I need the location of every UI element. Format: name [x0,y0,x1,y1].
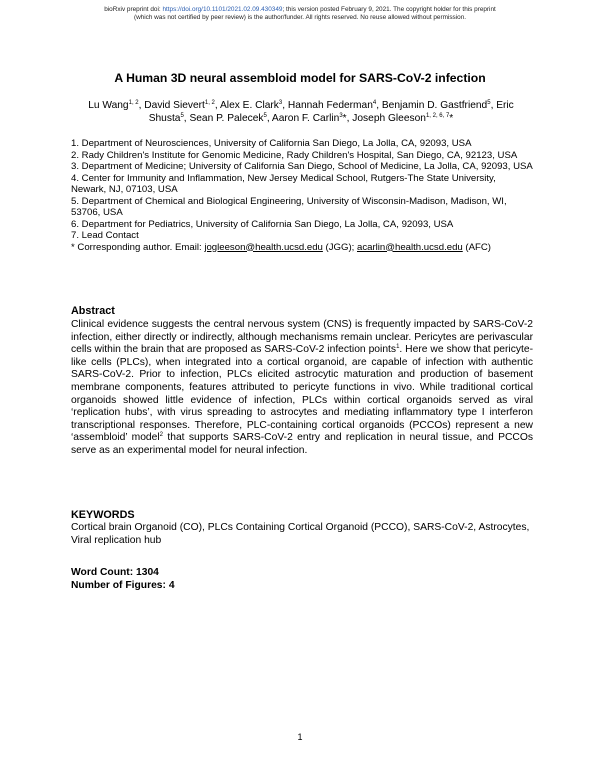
doi-link[interactable]: https://doi.org/10.1101/2021.02.09.430349 [162,6,283,13]
affiliation-item: 7. Lead Contact [71,230,139,241]
paper-title: A Human 3D neural assembloid model for SARS-CoV-2 infection [114,71,486,85]
word-count: Word Count: 1304 [71,567,159,578]
keywords-body: Cortical brain Organoid (CO), PLCs Containing Cortical Organoid (PCCO), SARS-CoV-2, Astrocytes, Viral replication hub [71,522,530,546]
manuscript-stats [71,566,175,592]
email-link-carlin[interactable]: acarlin@health.ucsd.edu [357,241,463,253]
figure-count: Number of Figures: 4 [71,580,175,591]
preprint-header [0,6,600,21]
author: Sean P. Palecek$^5$, [189,113,272,124]
affiliation-item: 3. Department of Medicine; University of California San Diego, School of Medicine, La Jolla, CA, 92093, USA [71,161,533,172]
author: Joseph Gleeson$^{1, 2, 6, 7}$* [352,113,454,124]
author: Hannah Federman$^4$, [287,100,382,111]
header-line-1: bioRxiv preprint doi: https://doi.org/10.1101/2021.02.09.430349; this version posted February 9, 2021. The copyright holder for this preprint [104,6,496,13]
author: David Sievert$^{1, 2}$, [144,100,221,111]
abstract-heading: Abstract [71,305,115,317]
author: Lu Wang$^{1, 2}$, [88,100,145,111]
affiliations [71,138,533,253]
header-line-2: (which was not certified by peer review) is the author/funder. All rights reserved. No reuse allowed without permission. [133,13,467,21]
keywords-heading: KEYWORDS [71,509,135,521]
affiliation-item: 5. Department of Chemical and Biological Engineering, University of Wisconsin-Madison, Madison, WI, 53706, USA [71,195,507,218]
email-link-gleeson[interactable]: jogleeson@health.ucsd.edu [204,241,323,253]
affiliation-item: 6. Department for Pediatrics, University of California San Diego, La Jolla, CA, 92093, USA [71,218,454,230]
author: Aaron F. Carlin$^3$*, [271,113,353,124]
author: Eric Shusta$^5$, [148,100,514,124]
corresponding-author: * Corresponding author. Email: jogleeson@health.ucsd.edu (JGG); acarlin@health.ucsd.edu (AFC) [71,241,491,253]
abstract-body: Clinical evidence suggests the central nervous system (CNS) is frequently impacted by SARS-CoV-2 infection, either directly or indirectly, although mechanisms remain unclear. Pericytes are perivascular cells within the brain that are proposed as SARS-CoV-2 infection points$^1$. Here we show that pericyte-like cells (PLCs), when integrated into a cortical organoid, are capable of infection with authentic SARS-CoV-2. Prior to infection, PLCs elicited astrocytic maturation and production of basement membrane components, features attributed to pericyte functions in vivo. While traditional cortical organoids showed little evidence of infection, PLCs within cortical organoids served as viral ‘replication hubs’, with virus spreading to astrocytes and mediating inflammatory type I interferon transcriptional responses. Therefore, PLC-containing cortical organoids (PCCOs) represent a new ‘assembloid’ model$^2$ that supports SARS-CoV-2 entry and replication in neural tissue, and PCCOs serve as an experimental model for neural infection. [71,319,534,456]
author: Alex E. Clark$^3$, [220,100,288,111]
author: Benjamin D. Gastfriend$^5$, [381,100,497,111]
author-list [70,99,532,125]
affiliation-list [71,138,533,242]
affiliation-item: 2. Rady Children's Institute for Genomic Medicine, Rady Children's Hospital, San Diego, CA, 92123, USA [71,149,518,161]
affiliation-item: 4. Center for Immunity and Inflammation, New Jersey Medical School, Rutgers-The State University, Newark, NJ, 07103, USA [71,172,496,195]
affiliation-item: 1. Department of Neurosciences, University of California San Diego, La Jolla, CA, 92093, USA [71,138,472,149]
page-number: 1 [297,732,303,742]
